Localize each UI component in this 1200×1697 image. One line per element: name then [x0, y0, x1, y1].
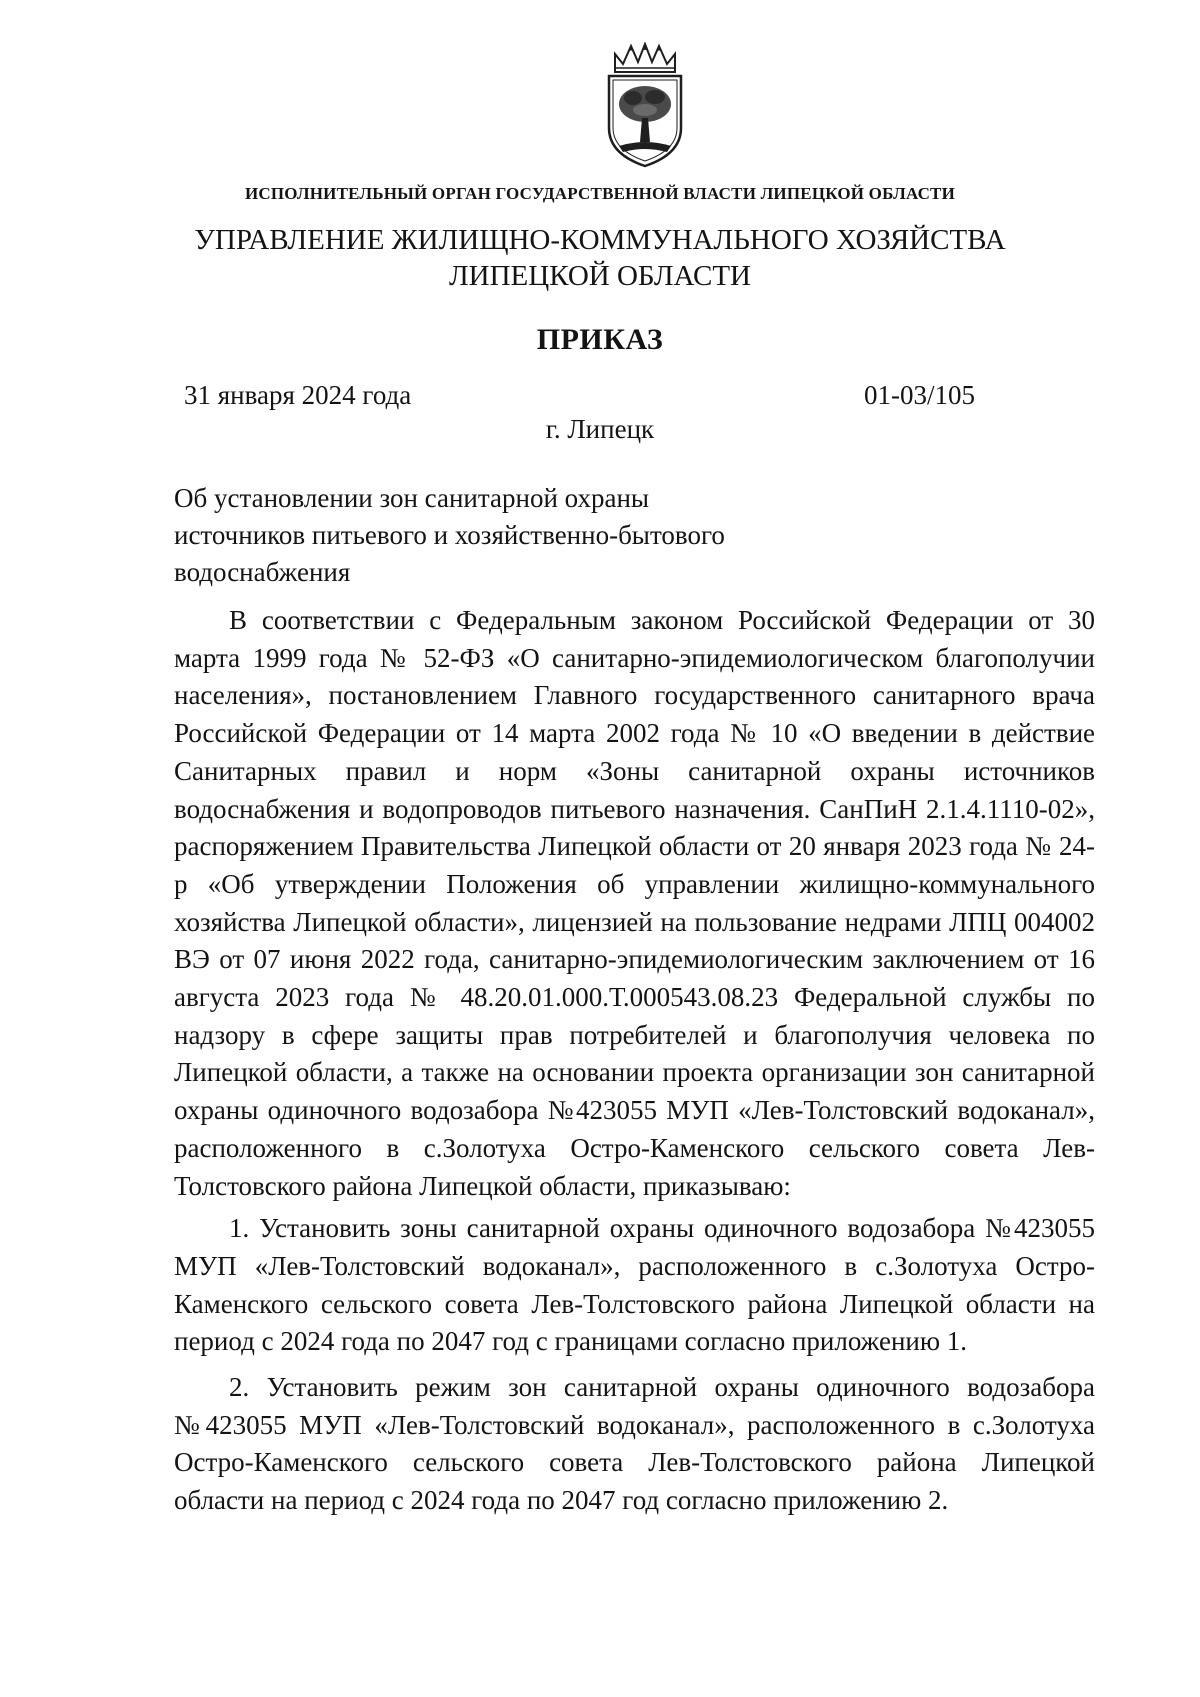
lipetsk-coat-of-arms-icon	[601, 42, 689, 172]
order-item-1: 1. Установить зоны санитарной охраны одиночного водозабора №423055 МУП «Лев-Толстовский водоканал», расположенного в с.Золотуха Остро-Каменского сельского совета Лев-Толстовского района Липецкой области на период с 2024 года по 2047 год с границами согласно приложению 1.	[174, 1213, 1095, 1357]
department-name-line1: УПРАВЛЕНИЕ ЖИЛИЩНО-КОММУНАЛЬНОГО ХОЗЯЙСТВА	[194, 224, 1006, 256]
subject-line: водоснабжения	[174, 557, 351, 587]
authority-title: ИСПОЛНИТЕЛЬНЫЙ ОРГАН ГОСУДАРСТВЕННОЙ ВЛАСТИ ЛИПЕЦКОЙ ОБЛАСТИ	[244, 184, 956, 203]
preamble-paragraph: В соответствии с Федеральным законом Российской Федерации от 30 марта 1999 года № 52-ФЗ «О санитарно-эпидемиологическом благополучии населения», постановлением Главного государственного санитарного врача Российской Федерации от 14 марта 2002 года № 10 «О введении в действие Санитарных правил и норм «Зоны санитарной охраны источников водоснабжения и водопроводов питьевого назначения. СанПиН 2.1.4.1110-02», распоряжением Правительства Липецкой области от 20 января 2023 года № 24-р «Об утверждении Положения об управлении жилищно-коммунального хозяйства Липецкой области», лицензией на пользование недрами ЛПЦ 004002 ВЭ от 07 июня 2022 года, санитарно-эпидемиологическим заключением от 16 августа 2023 года № 48.20.01.000.Т.000543.08.23 Федеральной службы по надзору в сфере защиты прав потребителей и благополучия человека по Липецкой области, а также на основании проекта организации зон санитарной охраны одиночного водозабора №423055 МУП «Лев-Толстовский водоканал», расположенного в с.Золотуха Остро-Каменского сельского совета Лев-Толстовского района Липецкой области, приказываю:	[174, 605, 1095, 1201]
subject-line: источников питьевого и хозяйственно-бытового	[174, 520, 725, 550]
document-body	[174, 602, 1095, 1520]
department-name	[0, 222, 1200, 294]
document-subject	[174, 480, 725, 591]
document-date: 31 января 2024 года	[184, 380, 412, 410]
order-item-2: 2. Установить режим зон санитарной охраны одиночного водозабора №423055 МУП «Лев-Толстовский водоканал», расположенного в с.Золотуха Остро-Каменского сельского совета Лев-Толстовского района Липецкой области на период с 2024 года по 2047 год согласно приложению 2.	[174, 1372, 1095, 1516]
document-number: 01-03/105	[864, 380, 975, 410]
subject-line: Об установлении зон санитарной охраны	[174, 483, 650, 513]
department-name-line2: ЛИПЕЦКОЙ ОБЛАСТИ	[448, 260, 751, 292]
document-type: ПРИКАЗ	[536, 323, 664, 356]
document-city: г. Липецк	[545, 414, 655, 444]
